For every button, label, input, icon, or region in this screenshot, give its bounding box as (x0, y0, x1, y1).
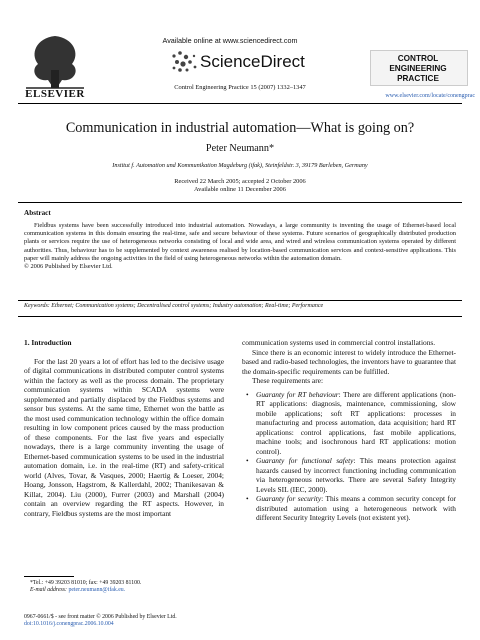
doi-link[interactable]: doi:10.1016/j.conengprac.2006.10.004 (24, 621, 114, 628)
intro-paragraph-continued: communication systems used in commercial control installations. (242, 338, 436, 347)
footnote-contact: *Tel.: +49 39203 81010; fax: +49 39203 81100. (30, 580, 142, 586)
article-dates (18, 178, 462, 194)
abstract-top-divider (18, 202, 462, 203)
list-item-text: : This means protection against hazards caused by incorrect functioning including communication via heterogeneous networks. There are several Safety Integrity Levels SIL (IEC, 2000). (256, 456, 456, 494)
intro-paragraph-1: For the last 20 years a lot of effort has led to the decisive usage of digital communications in distributed computer control systems within the factory as well as the process domain. The proprietary communication systems within SCADA systems were supplemented and partially displaced by the Fieldbus systems and sensor bus systems. At the same time, Ethernet won the battle as the most used communication technology within the office domain resulting in low component prices caused by the mass production of these components. For the last five years and especially nowadays, there is a large community inventing the usage of Ethernet-based communication systems to be used in the industrial automation domain, i.e. in the real-time (RT) and safety-critical world (Alves, Tovar, & Vasques, 2000; Haertig & Loeser, 2004; Hoang, Jonsson, Hagstrom, & Kallerdahl, 2002; Thanikesavan & Killat, 2004). Liu (2000), Furrer (2003) and Marshall (2004) contain an overview regarding the RT aspects. However, in contrary, Fieldbus systems are the most important (24, 356, 224, 518)
list-item-label: Guaranty for RT behaviour (256, 389, 339, 399)
footnote-email-line (30, 587, 230, 594)
journal-url-link[interactable]: www.elsevier.com/locate/conengprac (385, 93, 475, 99)
front-matter-info (24, 614, 224, 629)
bullet-icon: • (246, 389, 249, 399)
elsevier-tree-logo (18, 30, 92, 92)
email-label: E-mail address: (30, 587, 67, 594)
keywords-line: Keywords: Ethernet; Communication systems; Decentralised control systems; Industry automation; Real-time; Performance (24, 303, 324, 309)
email-link[interactable]: peter.neumann@ifak.eu. (68, 587, 126, 594)
online-date: Available online 11 December 2006 (194, 186, 286, 193)
publisher-name: ELSEVIER (25, 88, 85, 100)
list-item (246, 494, 457, 523)
left-column (24, 338, 224, 518)
bullet-icon: • (246, 456, 249, 465)
abstract-body (24, 222, 456, 271)
list-item-text: : This means a common security concept for distributed automation using a heterogeneous network with different Security Integrity Levels (not existent yet). (256, 494, 457, 522)
list-item (246, 389, 456, 457)
journal-title-line1: CONTROL ENGINEERING (389, 54, 447, 73)
issn-line: 0967-0661/$ - see front matter © 2006 Published by Elsevier Ltd. (24, 614, 177, 620)
available-online-text[interactable]: Available online at www.sciencedirect.com (162, 36, 298, 45)
footnote-divider (24, 576, 74, 577)
intro-paragraph-3: These requirements are: (252, 376, 323, 385)
sciencedirect-dots-mark (168, 48, 204, 78)
sciencedirect-wordmark: ScienceDirect (200, 52, 305, 71)
abstract-text: Fieldbus systems have been successfully introduced into industrial automation. Nowadays, a large community is inventing the usage of Ethernet-based local communication systems in this domain ensuring the real-time, safe and secure behaviour of these systems. Future scenarios of geographically distributed production plants or services require the use of heterogeneous networks consisting of local and wide area, and wired and wireless communication systems operated by different authorities. Thus, behaviour has to be supplemented by context awareness realised by location-based communication services and context-sensitive applications. This paper will mainly address the ongoing activities in the field of using heterogeneous networks within the automation domain. (24, 222, 456, 262)
abstract-copyright: © 2006 Published by Elsevier Ltd. (24, 263, 113, 271)
footnote (30, 580, 230, 595)
article-title: Communication in industrial automation—What is going on? (65, 120, 415, 136)
received-date: Received 22 March 2005; accepted 2 October 2006 (174, 178, 306, 185)
journal-title-block (370, 54, 466, 84)
list-item (246, 456, 456, 494)
right-column (242, 338, 456, 523)
abstract-heading: Abstract (24, 209, 51, 217)
requirements-list (242, 390, 456, 523)
list-item-label: Guaranty for functional safety (256, 456, 354, 465)
header-divider (18, 103, 462, 104)
abstract-bottom-divider (18, 300, 462, 301)
author-affiliation: Institut f. Automation und Kommunikation Magdeburg (ifak), Steinfeldstr. 3, 39179 Barleben, Germany (112, 162, 368, 169)
journal-title-line2: PRACTICE (397, 74, 439, 83)
list-item-text: : There are different applications (non-RT applications: diagnosis, maintenance, commissioning, slow mobile applications; soft RT applications: processes in manufacturing and process automation, data acquisition; hard RT applications: control applications, fast mobile applications, machine tools; and isochronous hard RT applications: motion control). (256, 389, 456, 456)
bullet-icon: • (246, 494, 249, 503)
author-name: Peter Neumann* (205, 143, 275, 154)
keywords-divider (18, 316, 462, 317)
section-heading-introduction: 1. Introduction (24, 338, 72, 347)
list-item-label: Guaranty for security (256, 494, 322, 503)
intro-paragraph-2: Since there is an economic interest to widely introduce the Ethernet-based and radio-based technologies, the inventors have to guarantee that the domain-specific requirements can be fulfilled. (242, 347, 456, 376)
journal-citation: Control Engineering Practice 15 (2007) 1332–1347 (174, 84, 306, 91)
